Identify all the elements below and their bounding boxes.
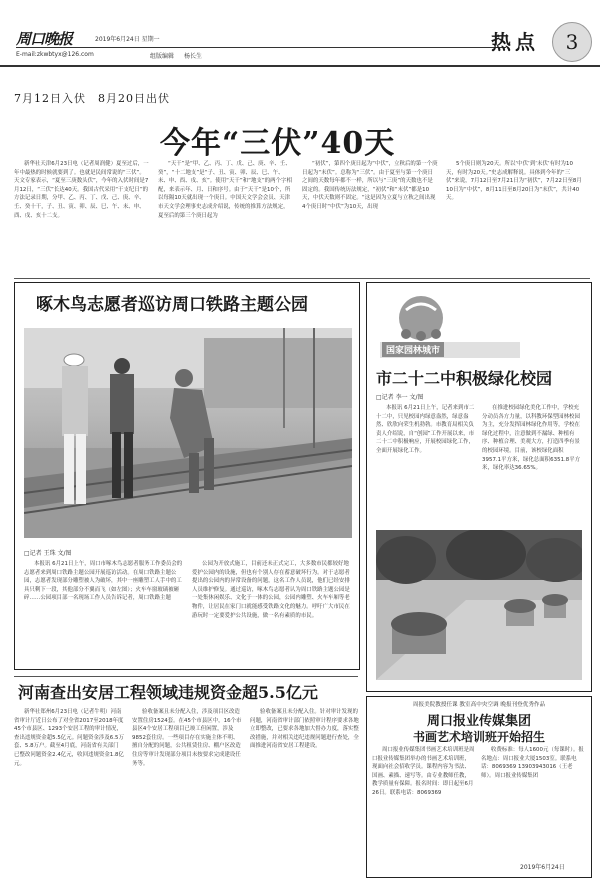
page-number-badge xyxy=(552,22,592,62)
masthead-rule xyxy=(16,47,506,48)
newspaper-logo: 周口晚报 xyxy=(16,30,73,48)
lead-headline: 今年“三伏”40天 xyxy=(160,126,396,161)
ad-column-2: 收费标准：每人1600元（每课时）。报名地点：周口报业大厦1503室。联系电话：8069369 13903943016（王老师）。周口报业传媒集团 xyxy=(481,747,584,779)
story-woodpecker-body xyxy=(24,560,352,620)
school-garden-photo xyxy=(376,530,582,680)
lead-column-2: “天干”是“甲、乙、丙、丁、戊、己、庚、辛、壬、癸”，“十二地支”是“子、丑、寅、卯、辰、巳、午、未、申、酉、戌、亥”。使用“天干”和“地支”的两个字相配，来表示年、月、日和序号。由于“天干”是10个，所以每隔10天就出现一个庚日。中国天文学会会员、天津市天文学会理事史志成介绍说，传统的推算方法规定，夏至后的第三个庚日起为 xyxy=(158,161,292,219)
railway-park-photo xyxy=(24,328,352,538)
story-greening-column-2: 在推进校园绿化美化工作中，学校充分动员各方力量，以科教环保型园林校园为主，充分发挥园林绿化作用等，学校在绿化过程中，注意做到不漏绿、种植有序、种植合理、美观大方，打造四季有景的校园环境。目前，该校绿化面积3957.1平方米，绿化总面积6351.8平方米，绿化率达36.65%。 xyxy=(482,405,581,472)
story-woodpecker-byline: □记者 王珠 文/图 xyxy=(24,550,72,557)
lead-column-1: 新华社天津6月23日电（记者周润健）夏至过后，一年中最热的时候就要到了。也就是民间常说的“三伏”。天文专家表示，“夏至三庚数头伏”，今年的入伏时间是7月12日，“三伏”长达40天。我国古代采用“干支纪日”的方法记录日期，分甲、乙、丙、丁、戊、己、庚、辛、壬、癸十干，子、丑、寅、卯、辰、巳、午、未、申、酉、戌、亥十二支。 xyxy=(14,161,149,219)
story-greening-byline: □记者 李一 文/图 xyxy=(376,394,424,401)
story-audit-column-2: 验收备案且未分配入住，涉及项目区改造安置住房1524套。在45个市县区中，16个市县区4个安居工程项目已竣工但闲置，涉及9852套住房。一些项目存在实施主体不明、擅自分配的问题，公共租赁住房、棚户区改造住房等审计发现部分项目未按要求完成建设任务等。 xyxy=(132,709,242,767)
section-title: 热点 xyxy=(491,30,539,54)
story-woodpecker-column-2: 公园为开放式施工，目前还未正式完工，大多数市民都较好地爱护公园内的设施，但也有个别人存在蓄意破坏行为。对于志愿者提出的公园内的异常设备的问题，这名工作人员说，他们已经安排人员维护修复。通过巡访，啄木鸟志愿者认为周口铁路主题公园是一处集休闲娱乐、文化于一体的公园，公园内雕塑、火车车厢等老物件，让居民在家门口就能感受铁路文化的魅力。呼吁广大市民在游玩时一定要爱护公共设施，做一名有素质的市民。 xyxy=(192,561,350,619)
header-divider xyxy=(0,65,600,67)
story-woodpecker-headline: 啄木鸟志愿者巡访周口铁路主题公园 xyxy=(36,295,308,315)
story-audit-headline: 河南查出安居工程领域违规资金超5.5亿元 xyxy=(18,683,318,702)
proofreader-name: 杨长生 xyxy=(183,53,202,60)
story3-divider xyxy=(14,676,358,677)
ad-date: 2019年6月24日 xyxy=(520,864,565,871)
ad-pretitle: 周报美院教授任课 教室高中央空调 晚报刊登优秀作品 xyxy=(412,702,546,708)
ad-title: 周口报业传媒集团 xyxy=(426,714,531,729)
story-greening-column-1: 本报讯 6月21日上午，记者来到市二十二中，只见校园内绿意盎然，绿意盎然、欣欣向荣生机勃勃。市教育局相关负责人介绍说，自“创园”工作开展以来，市二十二中积极响应，开展校园绿化工作，全面开展绿化工作。 xyxy=(376,405,475,454)
editor-label: 组版编辑 xyxy=(150,53,175,60)
story-audit-body xyxy=(14,708,364,768)
story-greening-body xyxy=(376,404,584,473)
railway-park-illustration xyxy=(24,328,352,538)
story-audit-column-3: 验收备案且未分配入住。针对审计发现的问题，河南省审计部门依照审计程序要求各地立即整改，已要求各地加大督办力度，落实整改措施，并对相关违纪违规问题进行查处，全面推进河南省安居工程建设。 xyxy=(250,709,359,750)
issue-date: 2019年6月24日 星期一 xyxy=(95,36,160,43)
lead-subhead: 7月12日入伏 8月20日出伏 xyxy=(14,92,170,105)
garden-city-banner: 国家园林城市 xyxy=(382,342,444,357)
lead-column-4: 5个庚日则为20天。所以‘中伏’到‘末伏’有时为10天，有时为20天。”史志成解释说。具体到今年的“三伏”来说，7月12日至7月21日为“初伏”，7月22日至8月10日为“中伏”，8月11日至8月20日为“末伏”，共计40天。 xyxy=(446,161,582,202)
story-audit-column-1: 新华社郑州6月23日电（记者牛明）河南省审计厅近日公布了对全省2017至2018年度45个市县区、1293个安居工程的审计情况，查出违规资金超5.5亿元。问题资金涉及6.5万套、5.8万户。截至4月底，河南省有关部门已整改问题资金2.4亿元，收回违规资金1.8亿元。 xyxy=(14,709,124,767)
email-address: E-mail:zkwbtyx@126.com xyxy=(16,51,94,58)
ad-column-1: 周口报业传媒集团书画艺术培训班是周口报业传媒集团举办的书画艺术培训班，现面向社会招收学员。课程内容为书法、国画、素描、速写等。由专业教师任教，教学质量有保障。报名时间：即日起至6月26日。联系电话：8069369 xyxy=(372,747,475,796)
lead-body xyxy=(14,160,588,275)
lead-column-3: “初伏”，第四个庚日起为“中伏”，立秋后的第一个庚日起为“末伏”。总称为“三伏”。由于夏至与第一个庚日之间的天数每年都不一样，所以与“三庚”的天数也不是固定的。我国传统历法规定，“初伏”和“末伏”都是10天，中伏天数则不固定。“这是因为立夏与立秋之间出现4个庚日时“中伏”为10天，出现 xyxy=(302,161,438,210)
school-garden-illustration xyxy=(376,530,582,680)
page-number: 3 xyxy=(565,30,579,54)
story-woodpecker-column-1: 本报讯 6月21日上午，周口市啄木鸟志愿者服务工作委员会的志愿者来到周口铁路主题公园开展巡访活动。在周口铁路主题公园，志愿者发现部分雕塑被人为破坏，其中一座雕塑工人手中的工具只剩下一段，其他部分不翼而飞（如左图）；火车车窗玻璃被砸碎……公园项目部一名现场工作人员告诉记者，周口铁路主题 xyxy=(24,561,183,602)
editor-credit xyxy=(150,51,202,60)
story-greening-headline: 市二十二中积极绿化校园 xyxy=(376,369,553,388)
ad-subtitle: 书画艺术培训班开始招生 xyxy=(412,730,545,744)
garden-city-logo xyxy=(376,290,526,360)
lead-divider xyxy=(14,278,590,279)
ad-body xyxy=(372,746,584,798)
